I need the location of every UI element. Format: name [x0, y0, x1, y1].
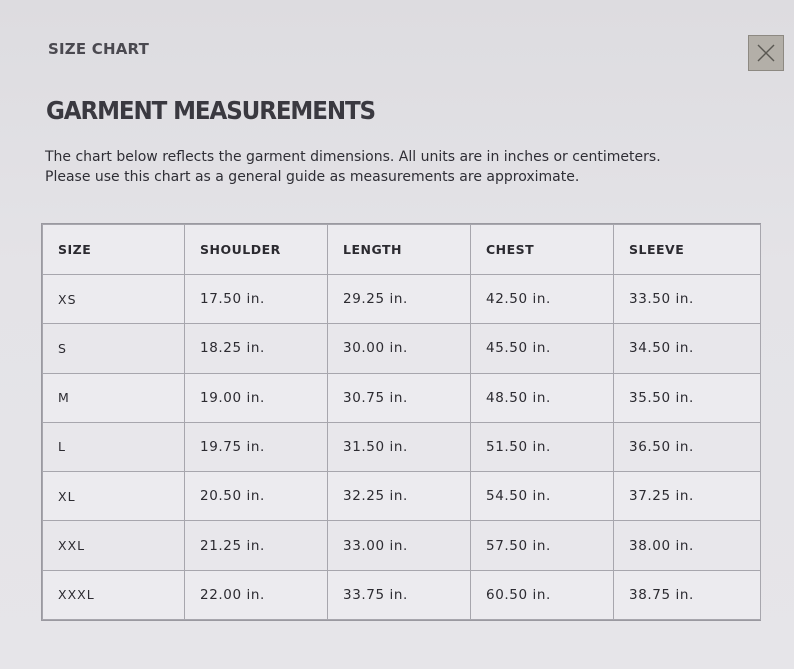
table-row	[43, 521, 761, 570]
header-size: SIZE	[43, 225, 185, 275]
modal-heading: GARMENT MEASUREMENTS	[46, 96, 376, 125]
cell-sleeve: 34.50 in.	[614, 324, 761, 373]
cell-sleeve: 38.00 in.	[614, 521, 761, 570]
cell-shoulder: 20.50 in.	[185, 472, 328, 521]
size-table	[42, 224, 761, 620]
header-sleeve: SLEEVE	[614, 225, 761, 275]
table-row	[43, 324, 761, 373]
cell-size: XL	[43, 472, 185, 521]
cell-length: 30.75 in.	[328, 373, 471, 422]
cell-sleeve: 36.50 in.	[614, 422, 761, 471]
table-row	[43, 373, 761, 422]
cell-chest: 54.50 in.	[471, 472, 614, 521]
cell-sleeve: 38.75 in.	[614, 570, 761, 619]
description-line-1: The chart below reflects the garment dimensions. All units are in inches or centimeters.	[45, 149, 661, 165]
table-row	[43, 275, 761, 324]
table-row	[43, 422, 761, 471]
cell-shoulder: 22.00 in.	[185, 570, 328, 619]
cell-shoulder: 18.25 in.	[185, 324, 328, 373]
cell-length: 31.50 in.	[328, 422, 471, 471]
cell-size: L	[43, 422, 185, 471]
cell-shoulder: 21.25 in.	[185, 521, 328, 570]
cell-size: XXXL	[43, 570, 185, 619]
cell-chest: 51.50 in.	[471, 422, 614, 471]
cell-length: 32.25 in.	[328, 472, 471, 521]
cell-length: 30.00 in.	[328, 324, 471, 373]
modal-description	[45, 147, 765, 187]
header-length: LENGTH	[328, 225, 471, 275]
cell-length: 33.75 in.	[328, 570, 471, 619]
cell-shoulder: 19.75 in.	[185, 422, 328, 471]
cell-chest: 45.50 in.	[471, 324, 614, 373]
header-shoulder: SHOULDER	[185, 225, 328, 275]
size-table-container	[41, 223, 761, 621]
description-line-2: Please use this chart as a general guide as measurements are approximate.	[45, 169, 580, 185]
table-header-row	[43, 225, 761, 275]
table-row	[43, 570, 761, 619]
cell-shoulder: 17.50 in.	[185, 275, 328, 324]
cell-size: M	[43, 373, 185, 422]
cell-sleeve: 37.25 in.	[614, 472, 761, 521]
cell-size: XS	[43, 275, 185, 324]
cell-shoulder: 19.00 in.	[185, 373, 328, 422]
close-button[interactable]	[748, 35, 784, 71]
cell-sleeve: 35.50 in.	[614, 373, 761, 422]
cell-chest: 57.50 in.	[471, 521, 614, 570]
table-row	[43, 472, 761, 521]
cell-chest: 60.50 in.	[471, 570, 614, 619]
cell-size: XXL	[43, 521, 185, 570]
cell-length: 29.25 in.	[328, 275, 471, 324]
cell-size: S	[43, 324, 185, 373]
header-chest: CHEST	[471, 225, 614, 275]
cell-length: 33.00 in.	[328, 521, 471, 570]
close-icon	[755, 42, 777, 64]
modal-eyebrow-title: SIZE CHART	[48, 40, 150, 58]
cell-sleeve: 33.50 in.	[614, 275, 761, 324]
cell-chest: 42.50 in.	[471, 275, 614, 324]
cell-chest: 48.50 in.	[471, 373, 614, 422]
